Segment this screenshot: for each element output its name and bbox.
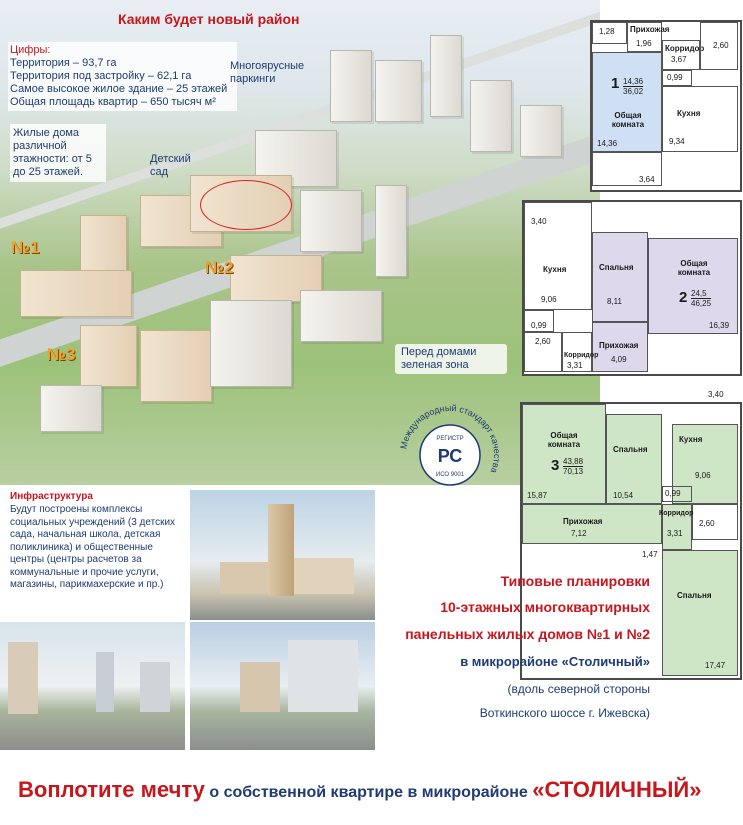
room-label: Прихожая — [630, 25, 670, 34]
caption-line: Типовые планировки — [500, 573, 650, 589]
area-value: 1,28 — [599, 27, 615, 36]
room-corridor — [659, 504, 694, 550]
houses-callout: Жилые дома различной этажности: от 5 до 25 этажей. — [10, 124, 106, 182]
room-hall — [627, 22, 670, 52]
room-label: Общая комната — [677, 259, 711, 277]
room-wc — [662, 70, 692, 86]
room-label: Кухня — [677, 109, 701, 118]
room-bath — [524, 332, 562, 372]
house-number-1: №1 — [11, 238, 40, 257]
room-hall — [522, 504, 662, 544]
area-value: 3,40 — [531, 217, 547, 226]
building — [210, 300, 292, 387]
infrastructure-title: Инфраструктура — [10, 491, 93, 502]
room-label: Корридор — [659, 510, 694, 517]
area-value: 9,06 — [541, 295, 557, 304]
area-value: 3,31 — [667, 529, 683, 538]
footer-part-1: Воплотите мечту — [18, 777, 205, 802]
caption-line: панельных жилых домов №1 и №2 — [405, 626, 650, 642]
building-shape — [294, 558, 354, 594]
room-wc — [662, 486, 692, 502]
area-value: 3,40 — [708, 390, 724, 399]
room-label: Прихожая — [599, 341, 639, 350]
living-area: 43,88 — [563, 457, 584, 466]
room-label: Общая комната — [547, 431, 581, 449]
building — [520, 105, 562, 157]
area-value: 0,99 — [667, 73, 683, 82]
room-kitchen — [662, 86, 738, 152]
building — [140, 330, 212, 402]
building-shape — [288, 640, 358, 712]
house-3 — [40, 385, 102, 432]
room-count: 1 — [611, 75, 620, 92]
room-living — [648, 238, 738, 334]
caption-line: 10-этажных многоквартирных — [440, 599, 650, 615]
building-shape — [240, 662, 280, 712]
room-label: Прихожая — [563, 517, 603, 526]
building — [300, 290, 382, 342]
caption-line: в микрорайоне «Столичный» — [460, 654, 650, 669]
room-living — [522, 404, 606, 504]
building-shape — [220, 562, 270, 594]
footer-part-3: «СТОЛИЧНЫЙ» — [532, 777, 702, 802]
area-value: 1,47 — [642, 550, 658, 559]
svg-text:РС: РС — [437, 446, 463, 466]
room-bedroom-2 — [662, 550, 738, 676]
kindergarten-callout: Детский сад — [150, 153, 191, 178]
figures-block — [8, 42, 237, 111]
area-value: 0,99 — [531, 321, 547, 330]
room — [592, 22, 627, 44]
seal-graphic — [395, 400, 505, 510]
infrastructure-block — [0, 487, 185, 619]
kindergarten-highlight — [200, 180, 292, 230]
area-value: 0,99 — [665, 489, 681, 498]
room-label: Кухня — [679, 435, 703, 444]
caption-line: (вдоль северной стороны — [507, 682, 650, 696]
house-1 — [20, 270, 132, 317]
room-corridor — [562, 332, 599, 372]
aerial-render — [0, 0, 600, 485]
room-balcony — [592, 152, 662, 186]
tower-shape — [268, 504, 294, 596]
room-kitchen — [524, 202, 592, 310]
area-value: 16,39 — [709, 321, 730, 330]
caption-line: Воткинского шоссе г. Ижевска) — [479, 706, 650, 720]
quality-seal — [395, 400, 505, 510]
area-value: 2,60 — [713, 41, 729, 50]
total-area: 46,25 — [691, 299, 712, 308]
total-area: 70,13 — [563, 467, 584, 476]
area-value: 2,60 — [699, 519, 715, 528]
infrastructure-text: Будут построены комплексы социальных учреждений (3 детских сада, начальная школа, детская поликлиника) и общественные центры (центры расчетов за коммунальные и прочие услуги, магазины, парикмахерские и пр.) — [10, 504, 176, 590]
area-fraction — [563, 457, 583, 476]
area-value: 3,31 — [567, 361, 583, 370]
room-label: Корридор — [564, 352, 599, 359]
room-bath — [700, 22, 738, 70]
area-value: 9,06 — [695, 471, 711, 480]
seal-top-text: РЕГИСТР — [436, 436, 464, 442]
building — [80, 325, 137, 387]
area-value: 14,36 — [597, 139, 618, 148]
building — [330, 50, 372, 122]
room-label: Корридор — [665, 44, 705, 53]
floor-plan-1 — [590, 20, 742, 192]
area-value: 2,60 — [535, 337, 551, 346]
area-value: 10,54 — [613, 491, 634, 500]
figures-line: Самое высокое жилое здание – 25 этажей — [10, 83, 228, 95]
figures-label: Цифры: — [10, 44, 51, 56]
building — [430, 35, 462, 117]
room-bedroom — [592, 232, 648, 322]
building — [375, 60, 422, 122]
room-label: Кухня — [543, 265, 567, 274]
room-bath — [692, 504, 738, 540]
room-count: 3 — [551, 457, 560, 474]
building-shape — [8, 642, 38, 714]
building — [470, 80, 512, 152]
area-value: 8,11 — [607, 297, 622, 306]
photo-tower — [190, 490, 375, 620]
total-area: 36,02 — [623, 87, 644, 96]
seal-bottom-text: ИСО 9001 — [435, 472, 465, 478]
figures-line: Общая площадь квартир – 650 тысяч м² — [10, 96, 216, 108]
room-label: Спальня — [677, 591, 712, 600]
footer — [0, 752, 743, 825]
room-hall — [592, 322, 648, 372]
living-area: 14,36 — [623, 77, 644, 86]
area-value: 7,12 — [571, 529, 587, 538]
area-value: 9,34 — [669, 137, 685, 146]
area-value: 15,87 — [527, 491, 548, 500]
area-value: 3,64 — [639, 175, 655, 184]
area-value: 4,09 — [611, 355, 627, 364]
page-title: Каким будет новый район — [118, 11, 300, 27]
living-area: 24,5 — [691, 289, 711, 299]
building-shape — [140, 662, 170, 712]
footer-slogan — [18, 777, 701, 803]
photo-street-2 — [190, 622, 375, 750]
footer-part-2: о собственной квартире в микрорайоне — [204, 784, 533, 801]
area-value: 3,67 — [671, 55, 687, 64]
room-count: 2 — [679, 289, 688, 306]
area-fraction — [623, 77, 643, 96]
room-label: Спальня — [613, 445, 648, 454]
room-wc — [524, 310, 554, 332]
green-zone-callout: Перед домами зеленая зона — [395, 344, 507, 374]
area-fraction — [691, 289, 711, 308]
house-number-2: №2 — [205, 258, 234, 277]
parking-callout: Многоярусные паркинги — [230, 60, 305, 85]
room-bedroom — [606, 414, 662, 504]
floor-plan-2 — [522, 200, 742, 376]
room-corridor — [662, 40, 705, 70]
house-number-3: №3 — [47, 345, 76, 364]
tower — [375, 185, 407, 277]
figures-line: Территория – 93,7 га — [10, 57, 117, 69]
area-value: 17,47 — [705, 661, 726, 670]
room-living — [592, 52, 662, 152]
building-shape — [96, 652, 114, 712]
seal-ring-text: Международный стандарт качества — [398, 402, 503, 475]
building — [300, 190, 362, 252]
area-value: 1,96 — [636, 39, 652, 48]
room-label: Спальня — [599, 263, 634, 272]
room-label: Общая комната — [611, 111, 645, 129]
photo-street-1 — [0, 622, 185, 750]
figures-line: Территория под застройку – 62,1 га — [10, 70, 192, 82]
